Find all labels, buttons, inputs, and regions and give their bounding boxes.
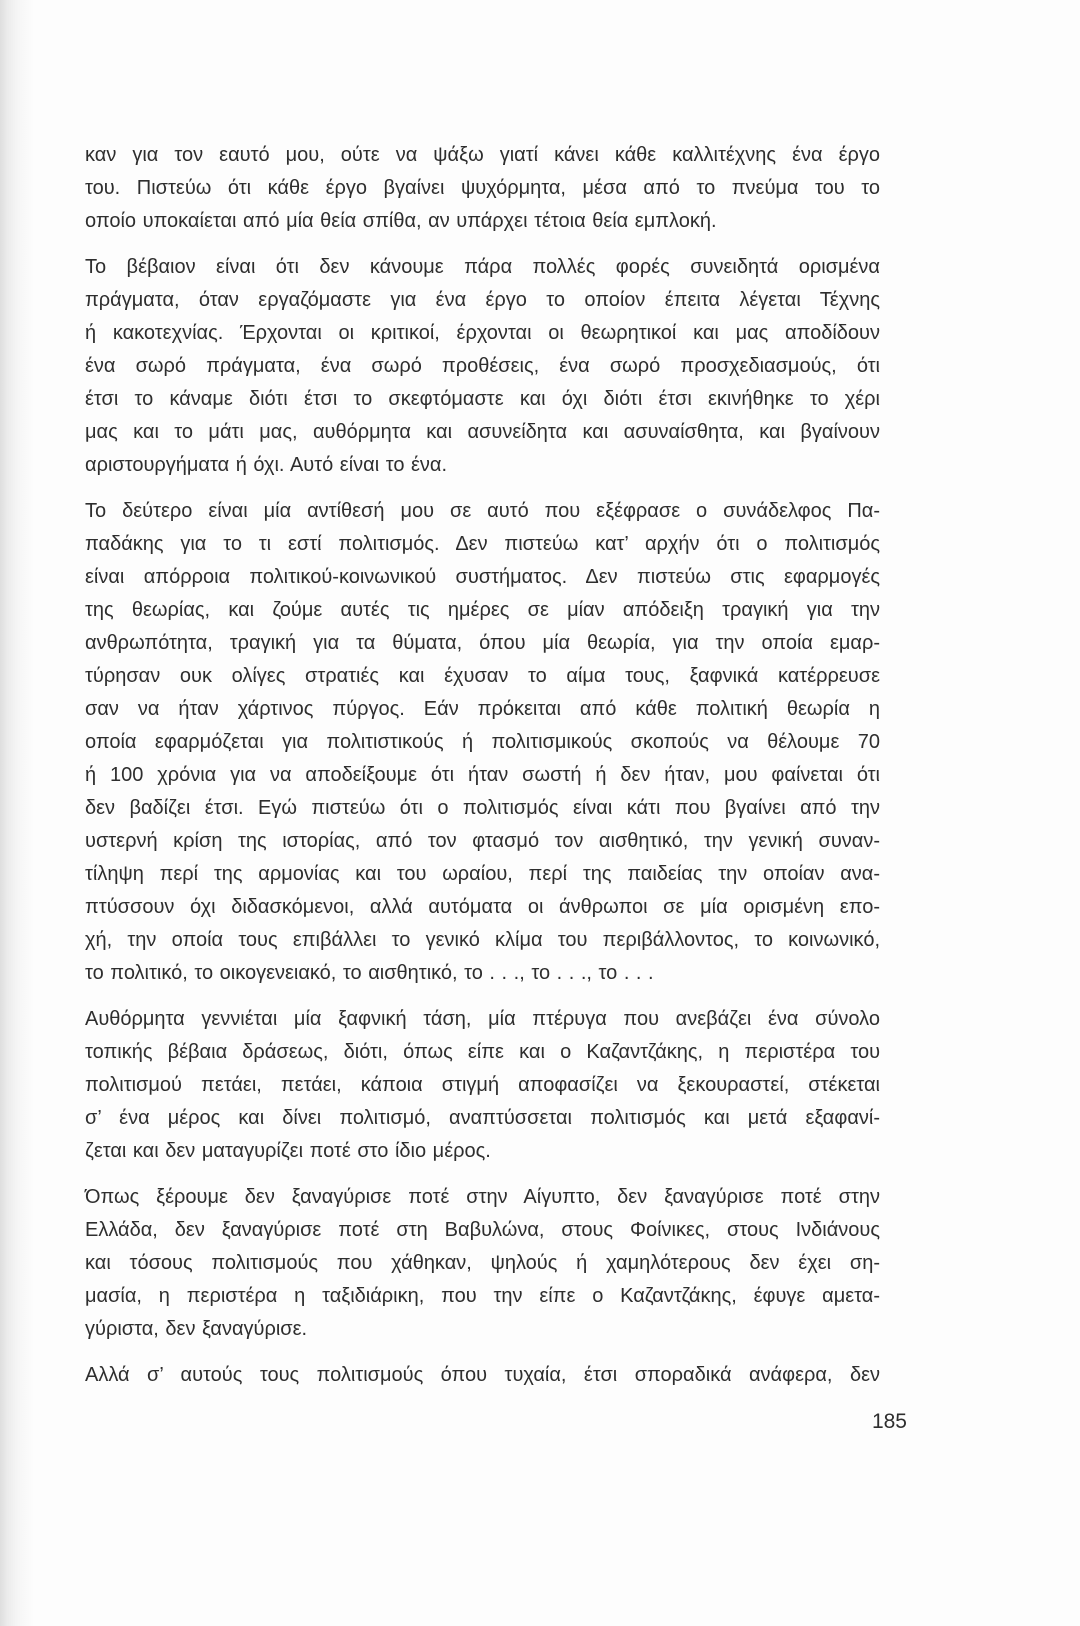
- text-line: αριστουργήματα ή όχι. Αυτό είναι το ένα.: [85, 454, 448, 476]
- text-line: οποίο υποκαίεται από μία θεία σπίθα, αν υπάρχει τέτοια θεία εμπλοκή.: [85, 210, 717, 232]
- text-line: Το δεύτερο είναι μία αντίθεσή μου σε αυτό που εξέφρασε ο συνάδελφος Πα-: [85, 500, 880, 522]
- text-line: τύρησαν ουκ ολίγες στρατιές και έχυσαν το αίμα τους, ξαφνικά κατέρρευσε: [85, 665, 880, 687]
- text-line: Όπως ξέρουμε δεν ξαναγύρισε ποτέ στην Αίγυπτο, δεν ξαναγύρισε ποτέ στην: [85, 1186, 880, 1208]
- text-line: Αλλά σ’ αυτούς τους πολιτισμούς όπου τυχαία, έτσι σποραδικά ανάφερα, δεν: [85, 1364, 880, 1386]
- text-line: υστερνή κρίση της ιστορίας, από τον φτασμό τον αισθητικό, την γενική συναν-: [85, 830, 880, 852]
- text-line: πτύσσουν όχι διδασκόμενοι, αλλά αυτόματα οι άνθρωποι σε μία ορισμένη επο-: [85, 896, 880, 918]
- text-line: ή κακοτεχνίας. Έρχονται οι κριτικοί, έρχονται οι θεωρητικοί και μας αποδίδουν: [85, 322, 880, 344]
- paragraph: [85, 1359, 880, 1392]
- text-line: καν για τον εαυτό μου, ούτε να ψάξω γιατί κάνει κάθε καλλιτέχνης ένα έργο: [85, 144, 880, 166]
- paragraph: [85, 139, 880, 238]
- text-line: ζεται και δεν ματαγυρίζει ποτέ στο ίδιο μέρος.: [85, 1140, 491, 1162]
- page-left-edge-shadow: [0, 0, 34, 1626]
- text-line: σαν να ήταν χάρτινος πύργος. Εάν πρόκειται από κάθε πολιτική θεωρία η: [85, 698, 880, 720]
- text-line: πολιτισμού πετάει, πετάει, κάποια στιγμή αποφασίζει να ξεκουραστεί, στέκεται: [85, 1074, 880, 1096]
- paragraph: [85, 1003, 880, 1168]
- text-line: τοπικής βέβαια δράσεως, διότι, όπως είπε και ο Καζαντζάκης, η περιστέρα του: [85, 1041, 880, 1063]
- text-line: το πολιτικό, το οικογενειακό, το αισθητικό, το . . ., το . . ., το . . .: [85, 962, 654, 984]
- paragraph: [85, 1181, 880, 1346]
- text-line: έτσι το κάναμε διότι έτσι το σκεφτόμαστε και όχι διότι έτσι εκινήθηκε το χέρι: [85, 388, 880, 410]
- text-line: είναι απόρροια πολιτικού-κοινωνικού συστήματος. Δεν πιστεύω στις εφαρμογές: [85, 566, 880, 588]
- text-line: χή, την οποία τους επιβάλλει το γενικό κλίμα του περιβάλλοντος, το κοινωνικό,: [85, 929, 880, 951]
- text-line: σ’ ένα μέρος και δίνει πολιτισμό, αναπτύσσεται πολιτισμός και μετά εξαφανί-: [85, 1107, 880, 1129]
- text-line: του. Πιστεύω ότι κάθε έργο βγαίνει ψυχόρμητα, μέσα από το πνεύμα του το: [85, 177, 880, 199]
- paragraph: [85, 495, 880, 990]
- text-line: Ελλάδα, δεν ξαναγύρισε ποτέ στη Βαβυλώνα, στους Φοίνικες, στους Ινδιάνους: [85, 1219, 880, 1241]
- text-line: τίληψη περί της αρμονίας και του ωραίου, περί της παιδείας την οποίαν ανα-: [85, 863, 880, 885]
- text-line: Αυθόρμητα γεννιέται μία ξαφνική τάση, μία πτέρυγα που ανεβάζει ένα σύνολο: [85, 1008, 880, 1030]
- paragraph: [85, 251, 880, 482]
- text-line: ένα σωρό πράγματα, ένα σωρό προθέσεις, ένα σωρό προσχεδιασμούς, ότι: [85, 355, 880, 377]
- text-line: ή 100 χρόνια για να αποδείξουμε ότι ήταν σωστή ή δεν ήταν, μου φαίνεται ότι: [85, 764, 880, 786]
- text-line: Το βέβαιον είναι ότι δεν κάνουμε πάρα πολλές φορές συνειδητά ορισμένα: [85, 256, 880, 278]
- text-line: γύριστα, δεν ξαναγύρισε.: [85, 1318, 308, 1340]
- text-line: και τόσους πολιτισμούς που χάθηκαν, ψηλούς ή χαμηλότερους δεν έχει ση-: [85, 1252, 880, 1274]
- text-line: πράγματα, όταν εργαζόμαστε για ένα έργο το οποίον έπειτα λέγεται Τέχνης: [85, 289, 880, 311]
- text-line: παδάκης για το τι εστί πολιτισμός. Δεν πιστεύω κατ’ αρχήν ότι ο πολιτισμός: [85, 533, 880, 555]
- text-line: οποία εφαρμόζεται για πολιτιστικούς ή πολιτισμικούς σκοπούς να θέλουμε 70: [85, 731, 880, 753]
- text-line: ανθρωπότητα, τραγική για τα θύματα, όπου μία θεωρία, για την οποία εμαρ-: [85, 632, 880, 654]
- text-block: [85, 139, 880, 1405]
- text-line: μασία, η περιστέρα η ταξιδιάρικη, που την είπε ο Καζαντζάκης, έφυγε αμετα-: [85, 1285, 880, 1307]
- page-number: 185: [871, 1410, 907, 1433]
- text-line: μας και το μάτι μας, αυθόρμητα και ασυνείδητα και ασυναίσθητα, και βγαίνουν: [85, 421, 880, 443]
- text-line: της θεωρίας, και ζούμε αυτές τις ημέρες σε μίαν απόδειξη τραγική για την: [85, 599, 880, 621]
- text-line: δεν βαδίζει έτσι. Εγώ πιστεύω ότι ο πολιτισμός είναι κάτι που βγαίνει από την: [85, 797, 880, 819]
